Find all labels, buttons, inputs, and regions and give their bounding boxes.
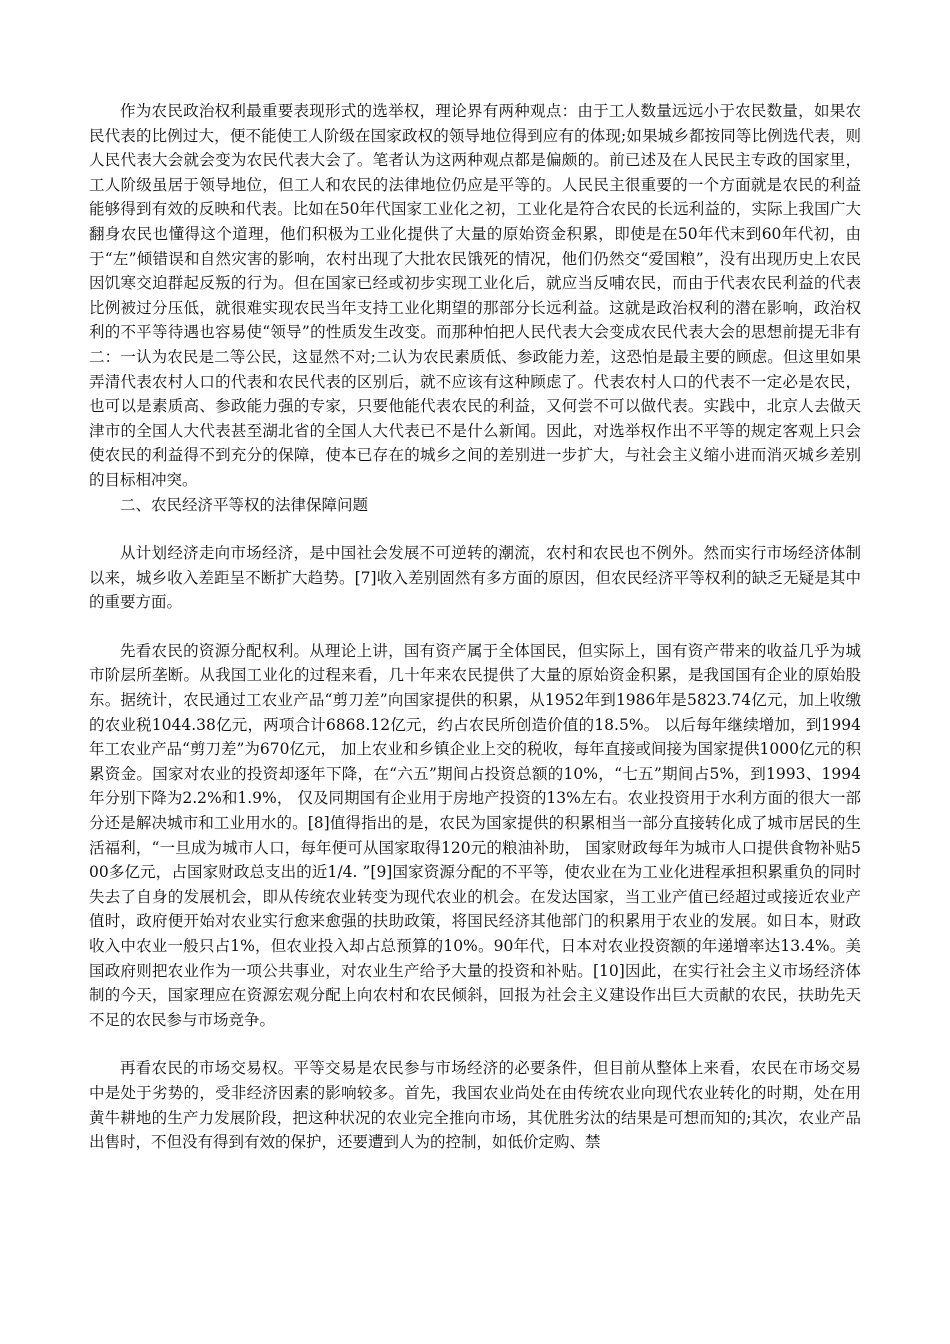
paragraph-market-economy: 从计划经济走向市场经济，是中国社会发展不可逆转的潮流，农村和农民也不例外。然而实行市场经济体制以来，城乡收入差距呈不断扩大趋势。[7]收入差别固然有多方面的原因，但农民经济平等权利的缺乏无疑是其中的重要方面。	[89, 544, 861, 612]
document-page	[89, 99, 861, 1155]
paragraph-election-rights: 作为农民政治权利最重要表现形式的选举权，理论界有两种观点：由于工人数量远远小于农民数量，如果农民代表的比例过大，便不能使工人阶级在国家政权的领导地位得到应有的体现;如果城乡都按同等比例选代表，则人民代表大会就会变为农民代表大会了。笔者认为这两种观点都是偏颇的。前已述及在人民民主专政的国家里，工人阶级虽居于领导地位，但工人和农民的法律地位仍应是平等的。人民民主很重要的一个方面就是农民的利益能够得到有效的反映和代表。比如在50年代国家工业化之初，工业化是符合农民的长远利益的，实际上我国广大翻身农民也懂得这个道理，他们积极为工业化提供了大量的原始资金积累，即使是在50年代末到60年代初，由于“左”倾错误和自然灾害的影响，农村出现了大批农民饿死的情况，他们仍然交“爱国粮”，没有出现历史上农民因饥寒交迫群起反叛的行为。但在国家已经或初步实现工业化后，就应当反哺农民，而由于代表农民利益的代表比例被过分压低，就很难实现农民当年支持工业化期望的那部分长远利益。这就是政治权利的潜在影响，政治权利的不平等待遇也容易使“领导”的性质发生改变。而那种怕把人民代表大会变成农民代表大会的思想前提无非有二：一认为农民是二等公民，这显然不对;二认为农民素质低、参政能力差，这恐怕是最主要的顾虑。但这里如果弄清代表农村人口的代表和农民代表的区别后，就不应该有这种顾虑了。代表农村人口的代表不一定必是农民，也可以是素质高、参政能力强的专家，只要他能代表农民的利益，又何尝不可以做代表。实践中，北京人去做天津市的全国人大代表甚至湖北省的全国人大代表已不是什么新闻。因此，对选举权作出不平等的规定客观上只会使农民的利益得不到充分的保障，使本已存在的城乡之间的差别进一步扩大，与社会主义缩小进而消灭城乡差别的目标相冲突。	[89, 102, 861, 489]
paragraph-market-trade: 再看农民的市场交易权。平等交易是农民参与市场经济的必要条件，但目前从整体上来看，农民在市场交易中是处于劣势的，受非经济因素的影响较多。首先，我国农业尚处在由传统农业向现代农业转化的时期，处在用黄牛耕地的生产力发展阶段，把这种状况的农业完全推向市场，其优胜劣汰的结果是可想而知的;其次，农业产品出售时，不但没有得到有效的保护，还要遭到人为的控制，如低价定购、禁	[89, 1059, 861, 1152]
section-heading: 二、农民经济平等权的法律保障问题	[120, 495, 369, 514]
paragraph-resource-allocation: 先看农民的资源分配权利。从理论上讲，国有资产属于全体国民，但实际上，国有资产带来的收益几乎为城市阶层所垄断。从我国工业化的过程来看，几十年来农民提供了大量的原始资金积累，是我国国有企业的原始股东。据统计，农民通过工农业产品“剪刀差”向国家提供的积累，从1952年到1986年是5823.74亿元，加上收缴的农业税1044.38亿元，两项合计6868.12亿元，约占农民所创造价值的18.5%。 以后每年继续增加，到1994年工农业产品“剪刀差”为670亿元， 加上农业和乡镇企业上交的税收，每年直接或间接为国家提供1000亿元的积累资金。国家对农业的投资却逐年下降，在“六五”期间占投资总额的10%，“七五”期间占5%，到1993、1994年分别下降为2.2%和1.9%， 仅及同期国有企业用于房地产投资的13%左右。农业投资用于水利方面的很大一部分还是解决城市和工业用水的。[8]值得指出的是，农民为国家提供的积累相当一部分直接转化成了城市居民的生活福利，“一旦成为城市人口，每年便可从国家取得120元的粮油补助， 国家财政每年为城市人口提供食物补贴500多亿元，占国家财政总支出的近1/4. ”[9]国家资源分配的不平等，使农业在为工业化进程承担积累重负的同时失去了自身的发展机会，即从传统农业转变为现代农业的机会。在发达国家，当工业产值已经超过或接近农业产值时，政府便开始对农业实行愈来愈强的扶助政策，将国民经济其他部门的积累用于农业的发展。如日本，财政收入中农业一般只占1%，但农业投入却占总预算的10%。90年代，日本对农业投资额的年递增率达13.4%。美国政府则把农业作为一项公共事业，对农业生产给予大量的投资和补贴。[10]因此，在实行社会主义市场经济体制的今天，国家理应在资源宏观分配上向农村和农民倾斜，回报为社会主义建设作出巨大贡献的农民，扶助先天不足的农民参与市场竞争。	[89, 641, 861, 1029]
